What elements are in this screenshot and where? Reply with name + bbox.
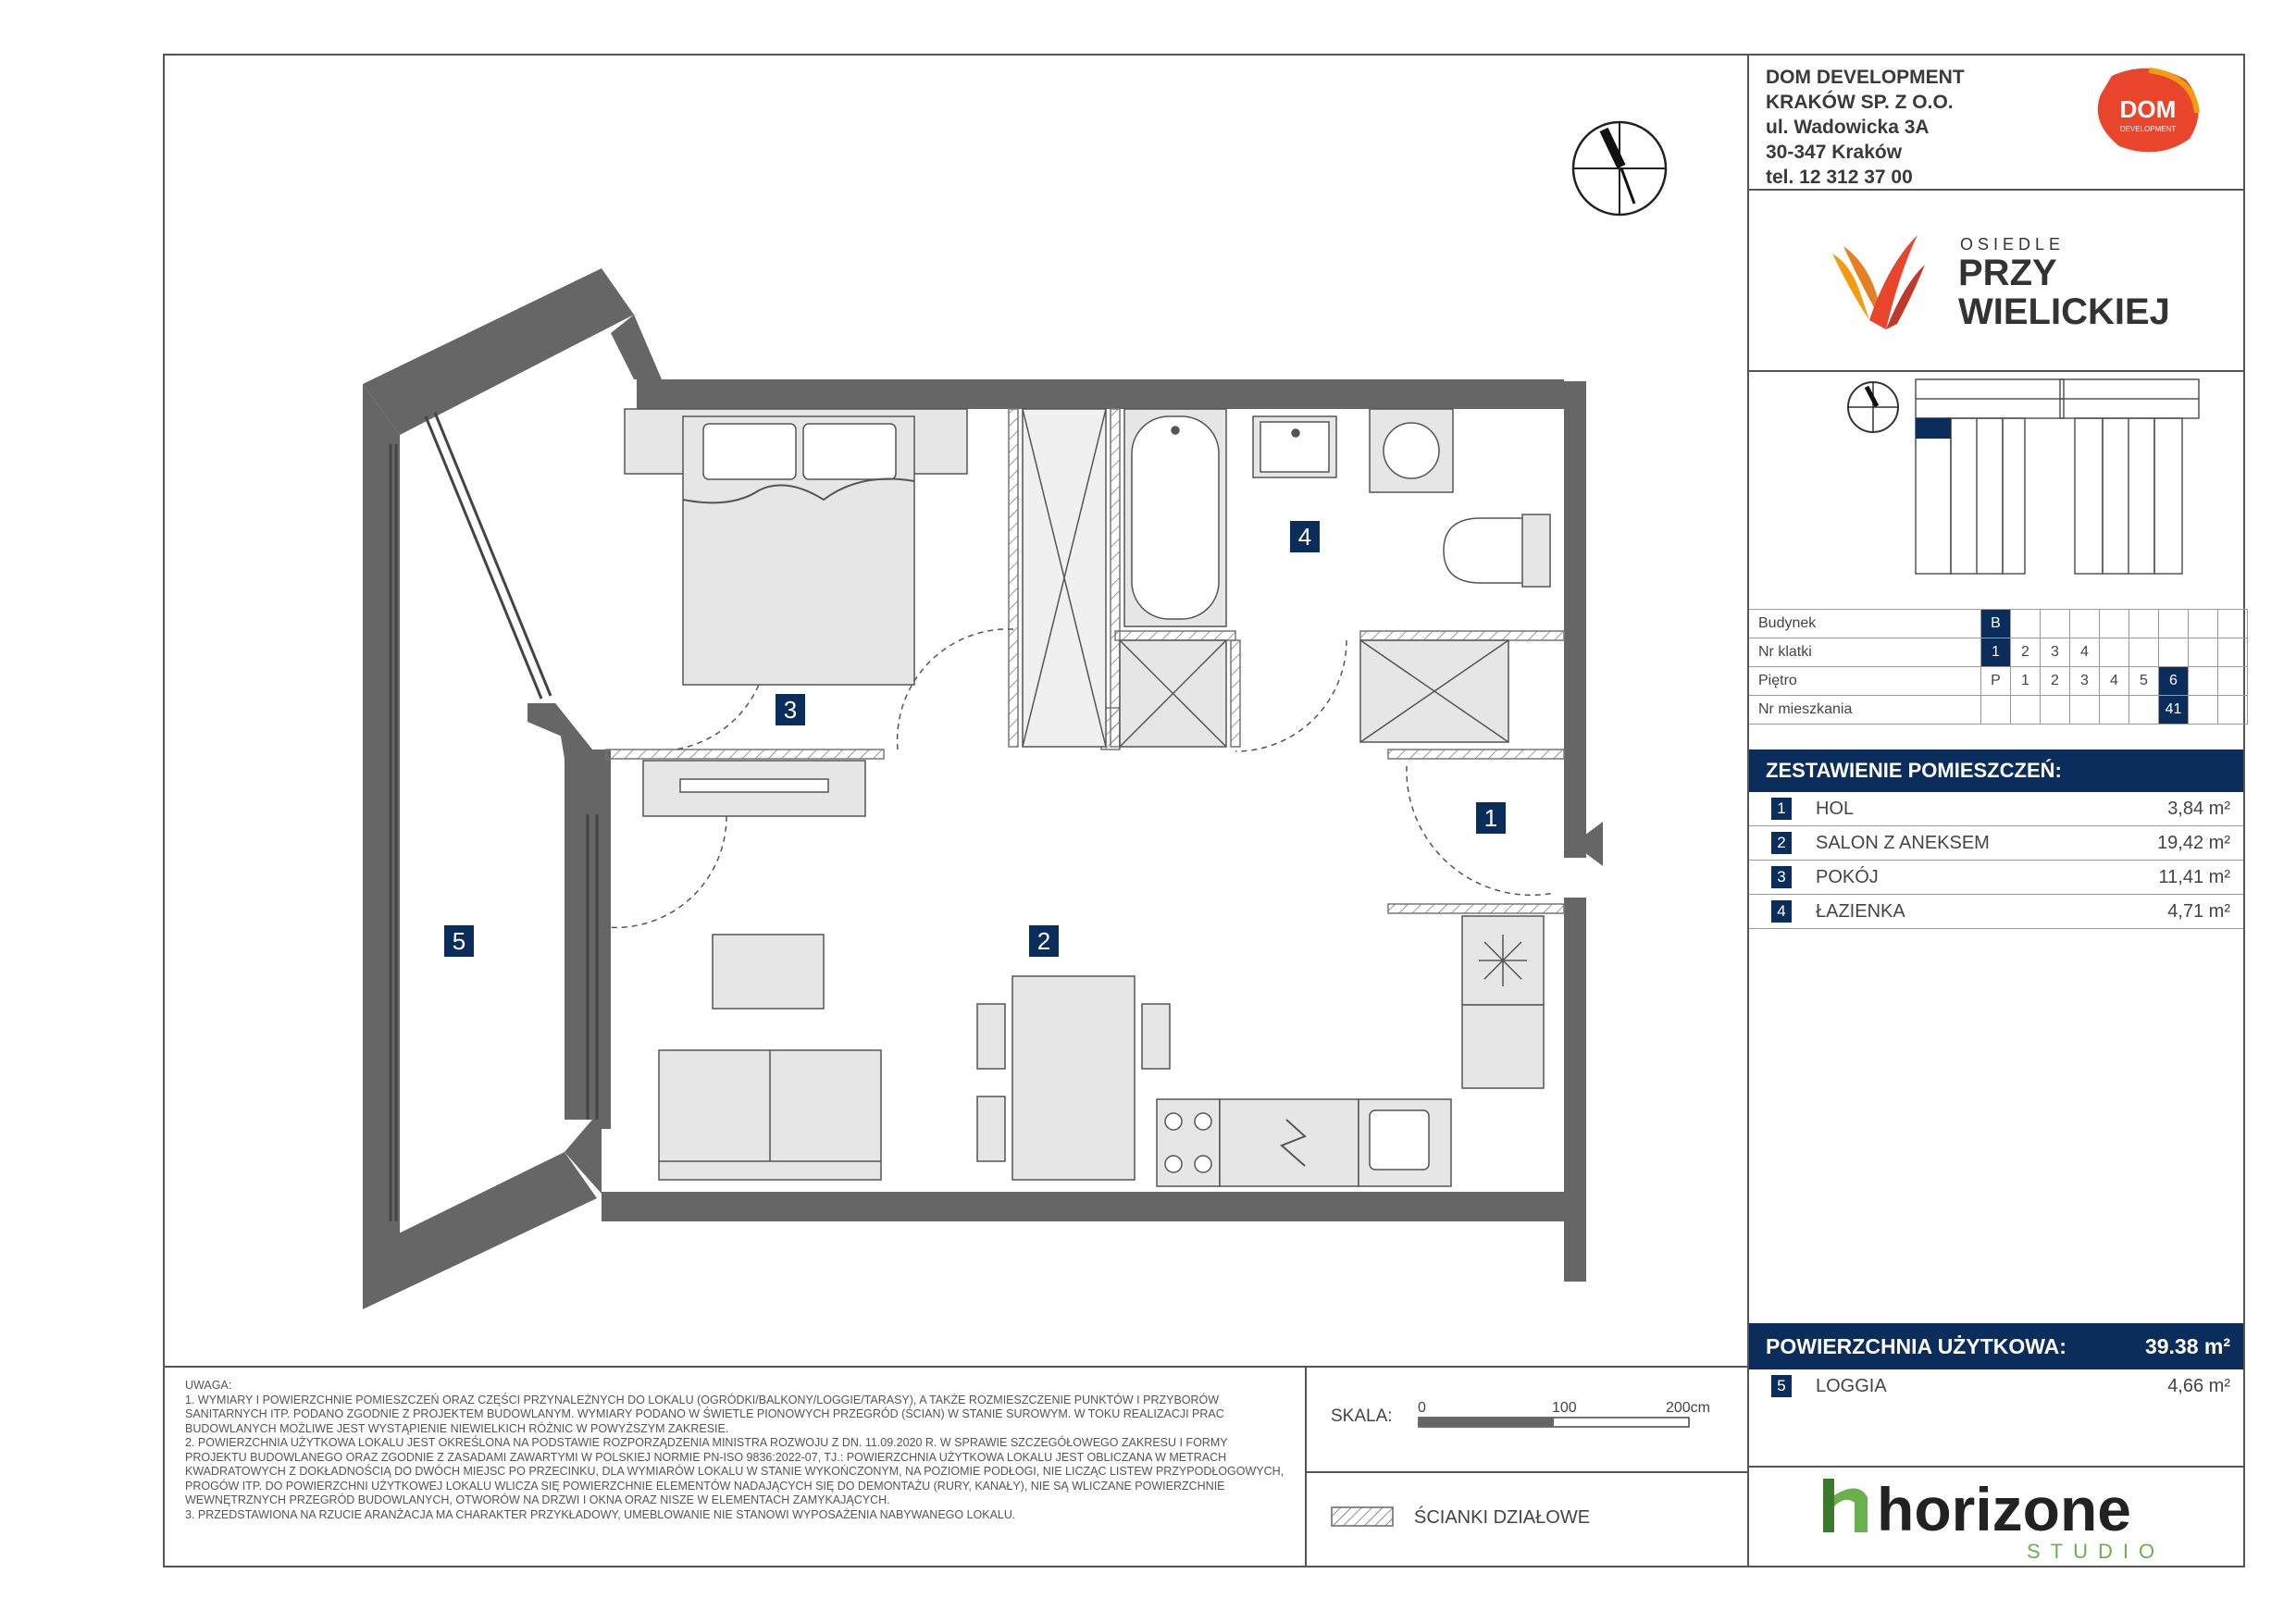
- info-label: Nr mieszkania: [1749, 696, 1981, 725]
- info-cell: [2189, 638, 2218, 667]
- key-plan-building-1: [1916, 379, 2064, 574]
- bedroom-closet-partition: [1009, 409, 1018, 747]
- info-cell: [2100, 696, 2129, 725]
- room-row: [1749, 895, 2243, 929]
- bathroom-door-arc: [1235, 640, 1347, 751]
- company-line: tel. 12 312 37 00: [1766, 167, 1913, 188]
- room-number: 3: [1771, 866, 1792, 888]
- svg-text:DEVELOPMENT: DEVELOPMENT: [2119, 125, 2177, 133]
- horizone-studio-logo: [1821, 1469, 2191, 1562]
- info-cell: [2041, 610, 2070, 638]
- info-cell: [2189, 667, 2218, 696]
- info-cell: B: [1981, 610, 2011, 638]
- info-row-budynek: [1749, 610, 2248, 638]
- info-label: Nr klatki: [1749, 638, 1981, 667]
- logo-divider: [1747, 370, 2245, 372]
- info-cell: [2129, 610, 2159, 638]
- bedroom-partition: [606, 750, 884, 759]
- room-number: 4: [1771, 900, 1792, 923]
- info-cell: [2100, 610, 2129, 638]
- pillow-icon: [803, 424, 896, 479]
- dom-development-logo: [2093, 67, 2203, 155]
- dining-table-icon: [1012, 976, 1135, 1180]
- svg-text:4: 4: [1297, 523, 1312, 551]
- room-number: 2: [1771, 832, 1792, 854]
- info-cell: 6: [2159, 667, 2189, 696]
- bathroom-partition: [1115, 631, 1235, 640]
- partition-wall-legend-swatch: [1331, 1506, 1394, 1527]
- info-cell: 4: [2100, 667, 2129, 696]
- building-key-plan: [1840, 376, 2201, 587]
- notes-block: [185, 1379, 1291, 1522]
- scale-bar: [1418, 1399, 1711, 1436]
- note-item: 2. POWIERZCHNIA UŻYTKOWA LOKALU JEST OKREŚLONA NA PODSTAWIE ROZPORZĄDZENIA MINISTRA ROZWOJU Z DN. 11.09.2020 R. W SPRAWIE SZCZEGÓŁOWEGO ZAKRESU I FORMY PROJEKTU BUDOWLANEGO ORAZ ZGODNIE Z ZASADAMI ZAWARTYMI W POLSKIEJ NORMIE PN-ISO 9836:2022-07, TJ.: POWIERZCHNIA UŻYTKOWA LOKALU JEST OBLICZANA W METRACH KWADRATOWYCH Z DOKŁADNOŚCIĄ DO DWÓCH MIEJSC PO PRZECINKU, DLA WYMIARÓW LOKALU W STANIE WYKOŃCZONYM, NA POZIOMIE PODŁOGI, NIE LICZĄC LISTEW PRZYPODŁOGOWYCH, PROGÓW ITP. DO POWIERZCHNI UŻYTKOWEJ LOKALU WLICZA SIĘ POWIERZCHNIE ELEMENTÓW NADAJĄCYCH SIĘ DO DEMONTAŻU (RURY, KANAŁY), NIE SĄ WLICZANE POWIERZCHNIE WEWNĘTRZNYCH PRZEGRÓD BUDOWLANYCH, OTWORÓW NA DRZWI I OKNA ORAZ NISZE W ELEMENTACH ZAMYKAJĄCYCH.: [185, 1436, 1285, 1506]
- usable-area-label: POWIERZCHNIA UŻYTKOWA:: [1766, 1334, 2066, 1358]
- apartment-info-table: [1749, 609, 2248, 725]
- pillow-icon: [703, 424, 796, 479]
- info-cell: 1: [2011, 667, 2041, 696]
- note-item: 1. WYMIARY I POWIERZCHNIE POMIESZCZEŃ ORAZ CZĘŚCI PRZYNALEŻNYCH DO LOKALU (OGRÓDKI/BALKONY/LOGGIE/TARASY), A TAKŻE ROZMIESZCZENIE PUNKTÓW I PRZYBORÓW SANITARNYCH ITP. PODANO ZGODNIE Z PROJEKTEM BUDOWLANYM. WYMIARY PODANO W ŚWIETLE PIONOWYCH PRZEGRÓD (ŚCIAN) W STANIE SUROWYM. W TOKU REALIZACJI PRAC BUDOWLANYCH MOŻLIWE JEST WYSTĄPIENIE NIEWIELKICH RÓŻNIC W POWYŻSZYM ZAKRESIE.: [185, 1393, 1224, 1435]
- scale-tick-100: 100: [1552, 1400, 1577, 1416]
- company-line: DOM DEVELOPMENT: [1766, 67, 1965, 88]
- svg-text:5: 5: [452, 927, 466, 955]
- note-item: 3. PRZEDSTAWIONA NA RZUCIE ARANŻACJA MA CHARAKTER PRZYKŁADOWY, UMEBLOWANIE NIE STANOWI WYPOSAŻENIA NABYWANEGO LOKALU.: [185, 1507, 1016, 1521]
- info-cell: 2: [2041, 667, 2070, 696]
- info-label: Piętro: [1749, 667, 1981, 696]
- room-area: 19,42 m²: [2157, 833, 2230, 853]
- studio-sub: STUDIO: [2027, 1540, 2166, 1563]
- room-name: HOL: [1816, 799, 1855, 819]
- hall-partition: [1360, 631, 1564, 640]
- scale-legend-divider: [1305, 1471, 1749, 1473]
- info-row-pietro: [1749, 667, 2248, 696]
- loggia-corner: [611, 315, 662, 379]
- wardrobe: [1023, 409, 1106, 747]
- scale-tick-0: 0: [1418, 1400, 1426, 1416]
- info-cell: [2070, 610, 2100, 638]
- info-cell: 2: [2011, 638, 2041, 667]
- chair-icon: [1142, 1004, 1170, 1069]
- company-line: ul. Wadowicka 3A: [1766, 117, 1930, 138]
- wardrobe-partition: [1111, 409, 1120, 747]
- room-number: 1: [1771, 798, 1792, 820]
- chair-icon: [977, 1096, 1005, 1161]
- east-wall-upper: [1564, 381, 1586, 858]
- floor-plan: [342, 111, 1694, 1314]
- info-cell: [2189, 696, 2218, 725]
- info-cell: [1981, 696, 2011, 725]
- svg-text:WIELICKIEJ: WIELICKIEJ: [1958, 291, 2170, 332]
- cooktop-icon: [1157, 1099, 1220, 1186]
- east-wall-lower: [1564, 898, 1586, 1282]
- info-label: Budynek: [1749, 610, 1981, 638]
- company-info: [1766, 65, 1965, 190]
- svg-text:OSIEDLE: OSIEDLE: [1960, 235, 2066, 254]
- info-cell: [2218, 638, 2248, 667]
- room-name: LOGGIA: [1816, 1376, 1887, 1396]
- key-plan-compass-icon: [1848, 382, 1898, 432]
- info-cell: [2041, 696, 2070, 725]
- usable-area-value: 39.38 m²: [2144, 1334, 2230, 1358]
- living-furniture: [659, 916, 1544, 1186]
- studio-name: horizone: [1877, 1475, 2131, 1543]
- room-row: [1749, 861, 2243, 895]
- rooms-header: ZESTAWIENIE POMIESZCZEŃ:: [1749, 750, 2243, 792]
- room-area: 3,84 m²: [2167, 799, 2230, 819]
- info-cell: [2011, 696, 2041, 725]
- info-cell: [2011, 610, 2041, 638]
- room-row: [1749, 826, 2243, 861]
- info-cell: 5: [2129, 667, 2159, 696]
- scale-tick-200: 200cm: [1665, 1400, 1711, 1416]
- svg-text:DOM: DOM: [2119, 95, 2177, 123]
- info-row-mieszkanie: [1749, 696, 2248, 725]
- room-area: 11,41 m²: [2158, 867, 2230, 887]
- room-row: [1749, 792, 2243, 826]
- info-cell: P: [1981, 667, 2011, 696]
- room-area: 4,71 m²: [2167, 901, 2230, 922]
- kitchen-partition: [1388, 904, 1564, 913]
- hall-bottom-partition: [1388, 750, 1564, 759]
- svg-text:PRZY: PRZY: [1958, 253, 2057, 293]
- oven-column-icon: [1462, 1005, 1544, 1088]
- info-cell: [2159, 610, 2189, 638]
- notes-scale-divider: [1305, 1366, 1307, 1567]
- key-plan-apartment-highlight: [1916, 418, 1951, 439]
- room-row-loggia: [1749, 1369, 2243, 1403]
- bathroom-fixtures: [1120, 409, 1550, 747]
- legend-label: ŚCIANKI DZIAŁOWE: [1414, 1507, 1591, 1528]
- info-cell: 41: [2159, 696, 2189, 725]
- info-cell: [2218, 667, 2248, 696]
- info-cell: [2218, 610, 2248, 638]
- osiedle-logo: [1832, 228, 2184, 339]
- bathroom-side-partition: [1231, 640, 1240, 747]
- notes-title: UWAGA:: [185, 1379, 232, 1392]
- info-cell: [2189, 610, 2218, 638]
- info-cell: [2218, 696, 2248, 725]
- room-number: 5: [1771, 1375, 1792, 1397]
- loggia-wall-west: [363, 384, 400, 1251]
- studio-divider: [1747, 1466, 2245, 1468]
- room-area: 4,66 m²: [2167, 1376, 2230, 1396]
- bedroom-window: [426, 416, 541, 699]
- room-name: POKÓJ: [1816, 867, 1879, 887]
- svg-text:3: 3: [783, 696, 798, 724]
- info-cell: [2070, 696, 2100, 725]
- info-cell: 1: [1981, 638, 2011, 667]
- north-wall: [637, 379, 1564, 409]
- window-jamb: [592, 750, 611, 1129]
- info-cell: [2129, 638, 2159, 667]
- key-plan-building-2: [2060, 379, 2199, 574]
- north-compass-icon: [1573, 122, 1666, 215]
- loggia-wall-top: [363, 268, 634, 435]
- bedroom-west-corner: [527, 703, 592, 750]
- room-name: SALON Z ANEKSEM: [1816, 833, 1990, 853]
- company-line: 30-347 Kraków: [1766, 142, 1903, 163]
- scale-label: SKALA:: [1331, 1406, 1393, 1426]
- notes-divider: [163, 1366, 1749, 1368]
- svg-text:1: 1: [1483, 804, 1498, 832]
- info-cell: [2159, 638, 2189, 667]
- loggia-door-arc: [606, 816, 726, 927]
- info-cell: [2129, 696, 2159, 725]
- info-cell: 3: [2070, 667, 2100, 696]
- south-wall: [602, 1192, 1586, 1221]
- company-line: KRAKÓW SP. Z O.O.: [1766, 92, 1954, 113]
- info-cell: [2100, 638, 2129, 667]
- svg-text:2: 2: [1036, 927, 1051, 955]
- usable-area-band: [1749, 1323, 2243, 1369]
- info-cell: 4: [2070, 638, 2100, 667]
- info-cell: 3: [2041, 638, 2070, 667]
- chair-icon: [977, 1004, 1005, 1069]
- info-row-klatka: [1749, 638, 2248, 667]
- coffee-table-icon: [713, 935, 824, 1009]
- room-name: ŁAZIENKA: [1816, 901, 1905, 922]
